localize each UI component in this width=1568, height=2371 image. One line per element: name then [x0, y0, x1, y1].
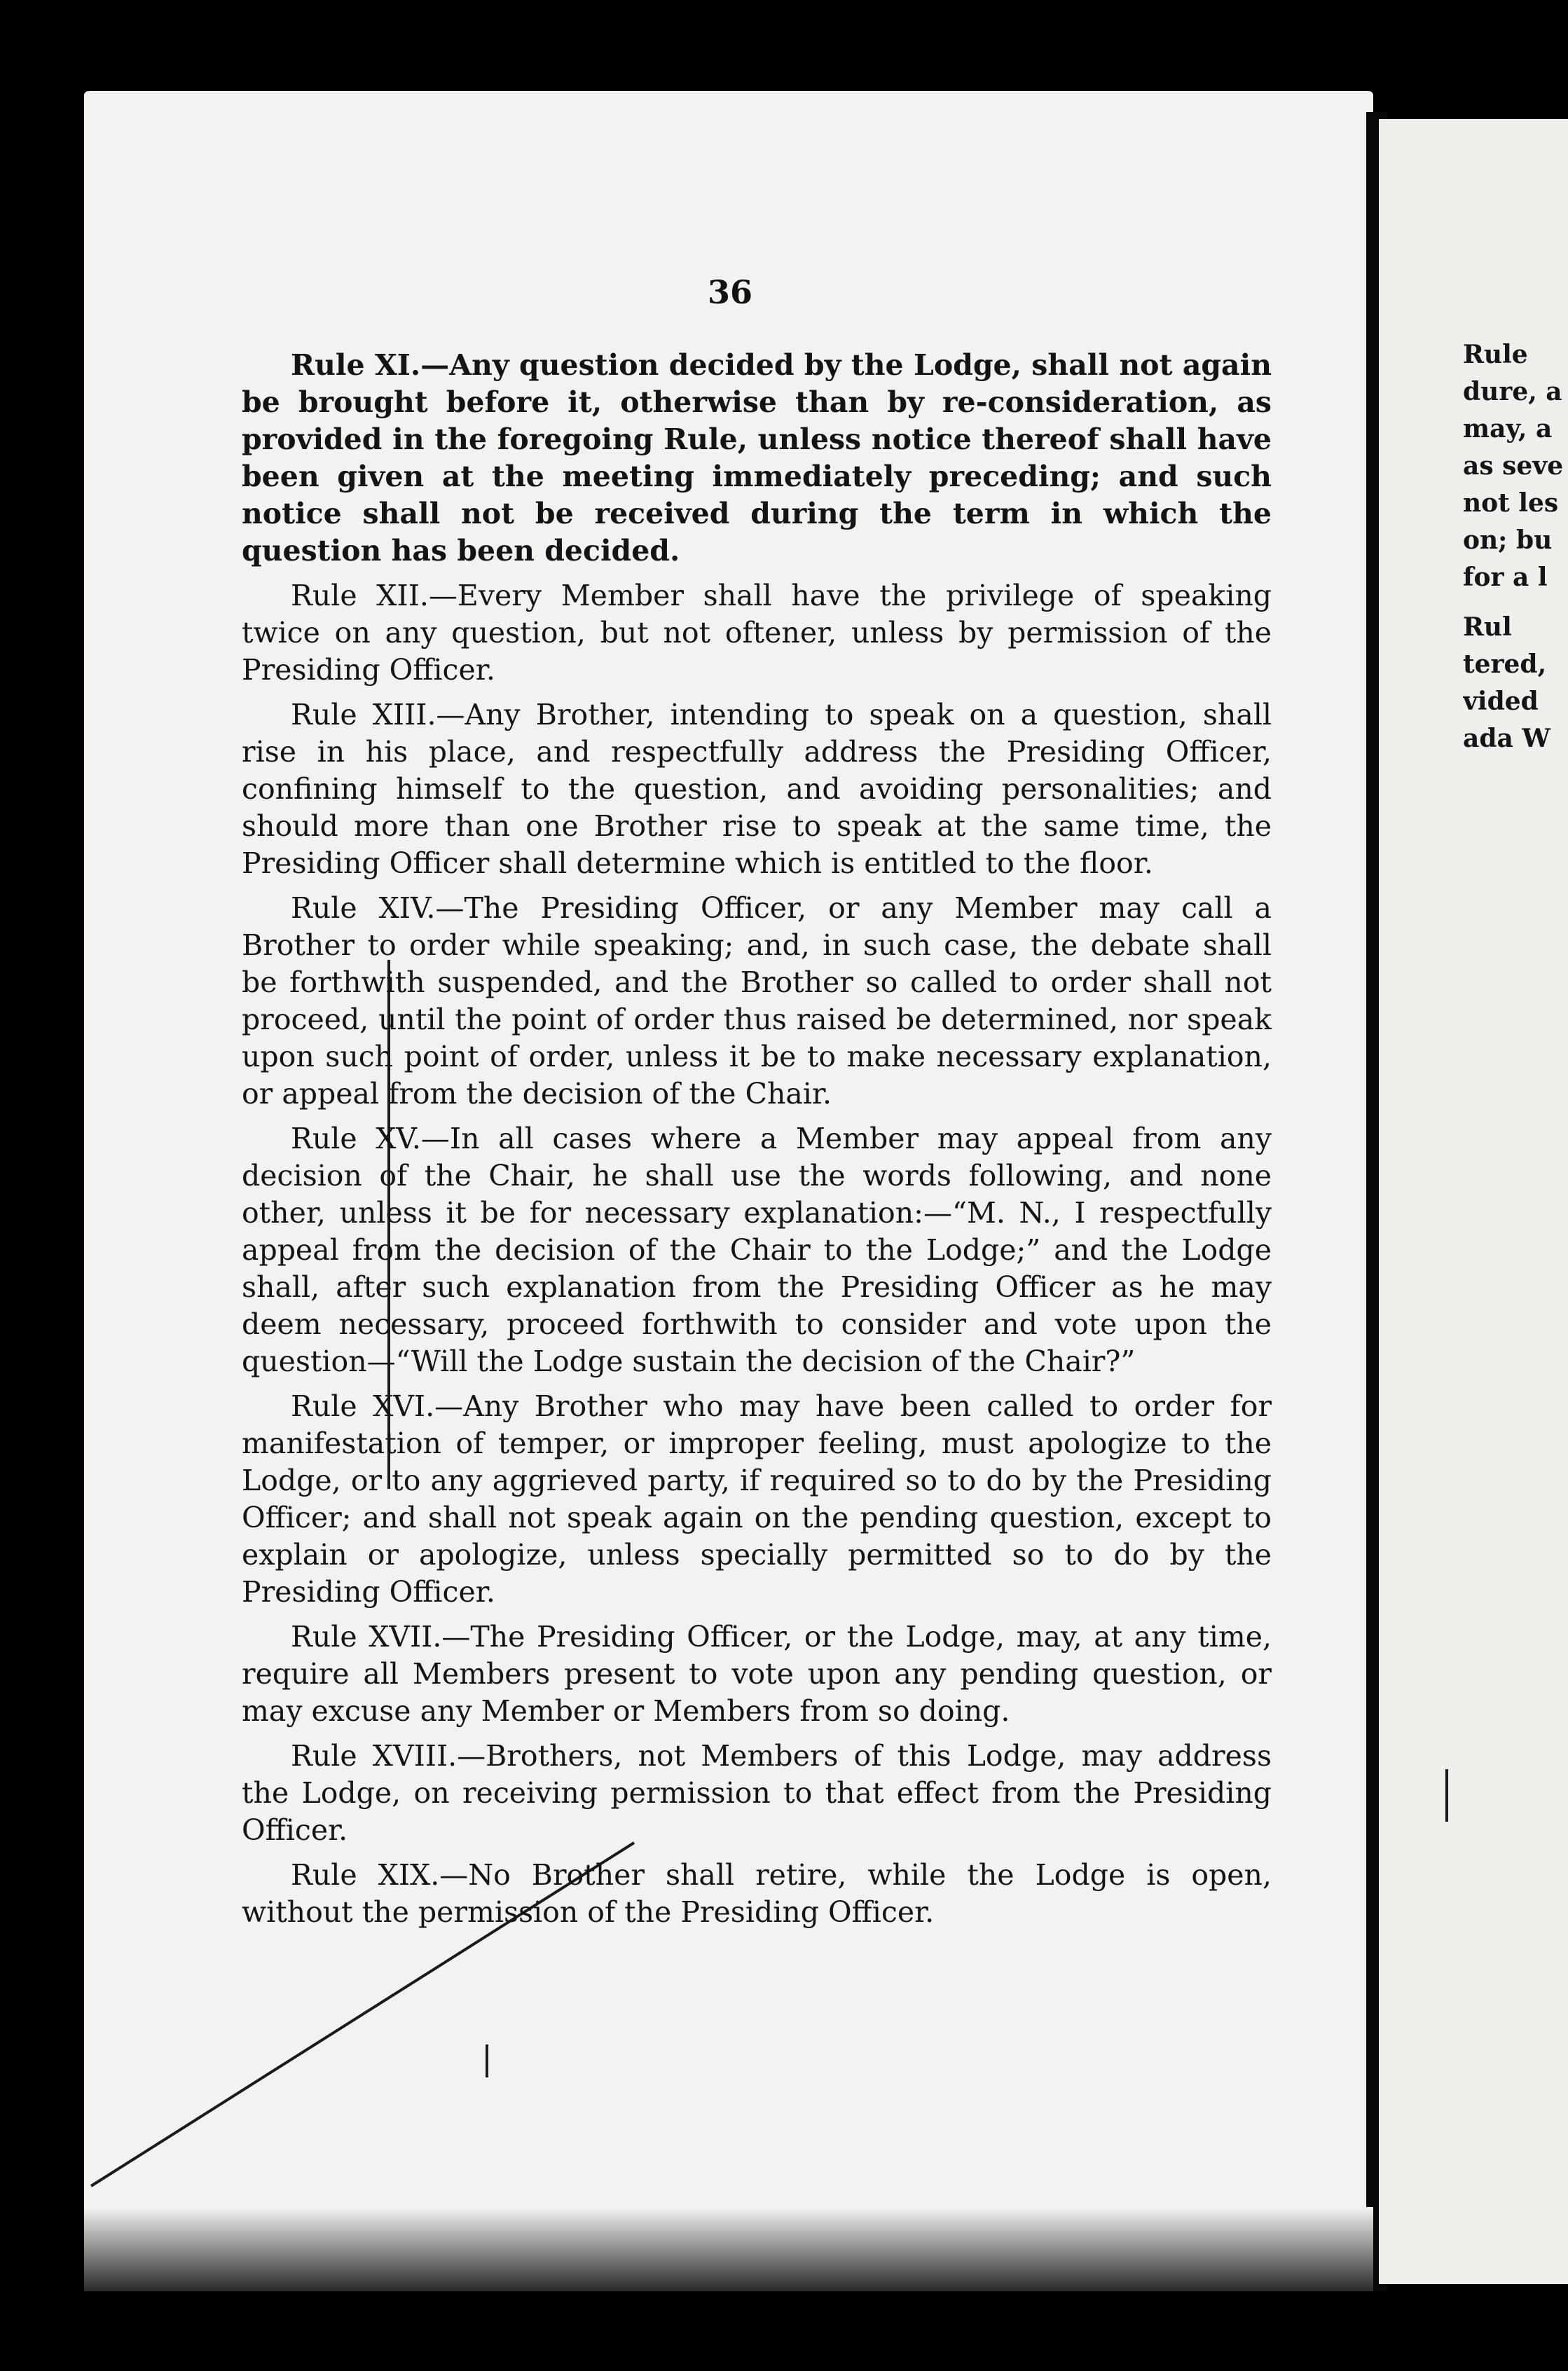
facing-line: not les	[1463, 488, 1559, 518]
rule-xi: Rule XI.—Any question decided by the Lodge, shall not again be brought before it, otherwise than by re-consideration, as provided in the foregoing Rule, unless notice thereof shall have been given at the meeting immediately preceding; and such notice shall not be received during the term in which the question has been decided.	[242, 348, 1272, 568]
facing-line: for a l	[1463, 563, 1548, 592]
rules-text-block	[242, 347, 1272, 1939]
facing-line: may, a	[1463, 414, 1553, 444]
rule-xvi: Rule XVI.—Any Brother who may have been called to order for manifestation of temper, or improper feeling, must apologize to the Lodge, or to any aggrieved party, if required so to do by the Presiding Officer; and shall not speak again on the pending question, except to explain or apologize, unless specially permitted so to do by the Presiding Officer.	[242, 1389, 1272, 1609]
rule-xii: Rule XII.—Every Member shall have the privilege of speaking twice on any question, but not oftener, unless by permission of the Presiding Officer.	[242, 579, 1272, 687]
rule-xvii: Rule XVII.—The Presiding Officer, or the Lodge, may, at any time, require all Members present to vote upon any pending question, or may excuse any Member or Members from so doing.	[242, 1620, 1272, 1728]
facing-line: Rule	[1463, 340, 1528, 369]
facing-gap	[1463, 596, 1568, 609]
rule-xiii: Rule XIII.—Any Brother, intending to speak on a question, shall rise in his place, and respectfully address the Presiding Officer, confining himself to the question, and avoiding personalities; and should more than one Brother rise to speak at the same time, the Presiding Officer shall determine which is entitled to the floor.	[242, 698, 1272, 880]
rule-xiv: Rule XIV.—The Presiding Officer, or any Member may call a Brother to order while speaking; and, in such case, the debate shall be forthwith suspended, and the Brother so called to order shall not proceed, until the point of order thus raised be determined, nor speak upon such point of order, unless it be to make necessary explanation, or appeal from the decision of the Chair.	[242, 891, 1272, 1111]
rule-xix: Rule XIX.—No Brother shall retire, while the Lodge is open, without the permission of the Presiding Officer.	[242, 1858, 1272, 1929]
facing-line: tered,	[1463, 650, 1547, 679]
facing-page-text-fragments	[1463, 336, 1568, 757]
facing-line: on; bu	[1463, 525, 1553, 555]
page-number: 36	[708, 273, 753, 311]
facing-line: ada W	[1463, 724, 1550, 753]
rule-xv: Rule XV.—In all cases where a Member may appeal from any decision of the Chair, he shall use the words following, and none other, unless it be for necessary explanation:—“M. N., I respectfully appeal from the decision of the Chair to the Lodge;” and the Lodge shall, after such explanation from the Presiding Officer as he may deem necessary, proceed forthwith to consider and vote upon the question—“Will the Lodge sustain the decision of the Chair?”	[242, 1122, 1272, 1378]
facing-line: vided	[1463, 687, 1539, 716]
facing-line: Rul	[1463, 612, 1512, 642]
facing-line: as seve	[1463, 451, 1564, 481]
rule-xviii: Rule XVIII.—Brothers, not Members of this Lodge, may address the Lodge, on receiving permission to that effect from the Presiding Officer.	[242, 1739, 1272, 1847]
facing-line: dure, a	[1463, 377, 1562, 406]
